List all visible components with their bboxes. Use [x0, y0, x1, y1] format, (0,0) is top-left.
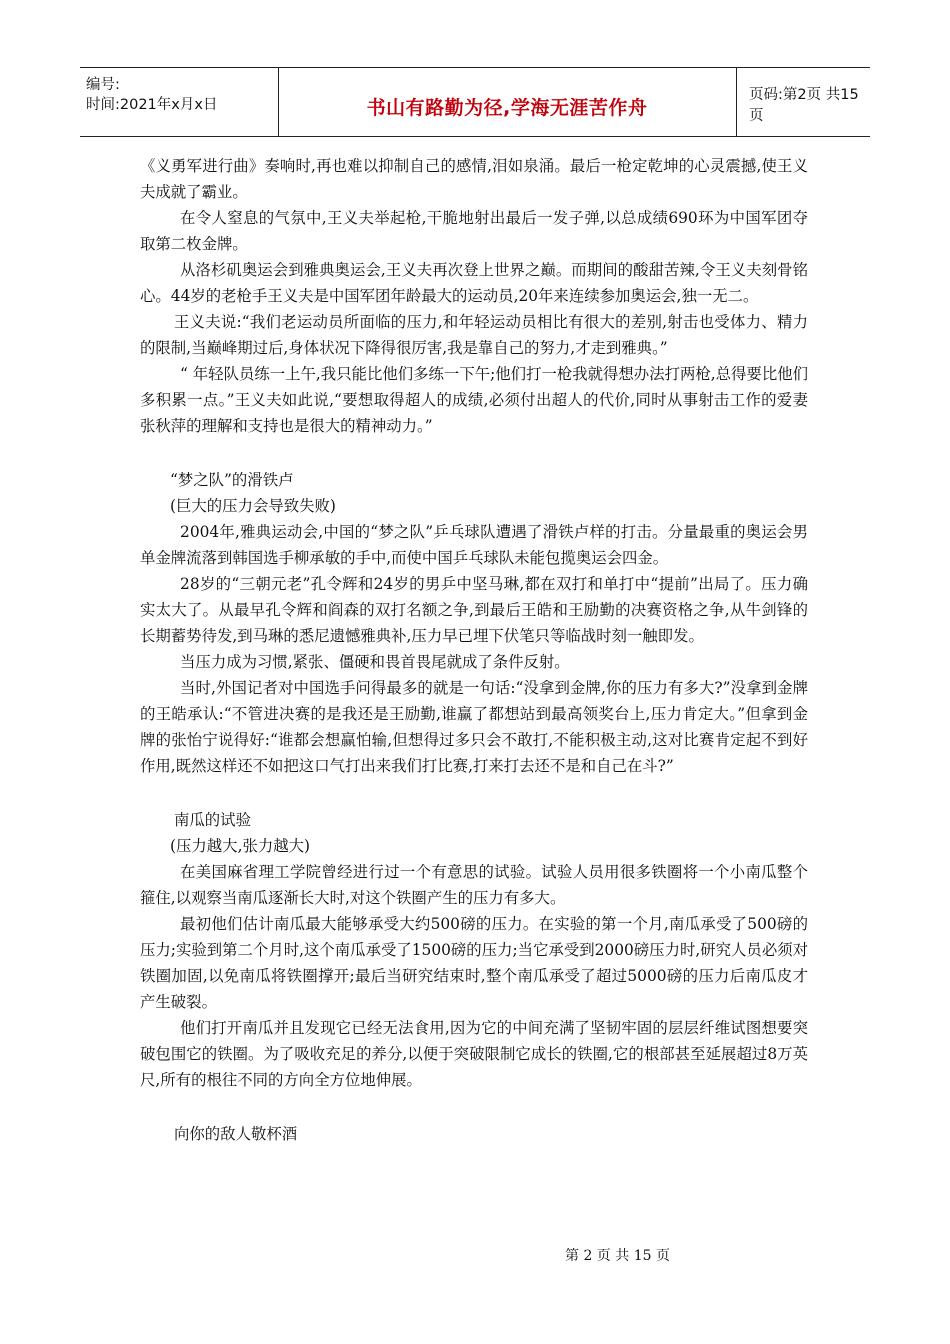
page-header — [80, 67, 870, 137]
section-gap — [140, 439, 808, 467]
section-subtitle: (压力越大,张力越大) — [170, 837, 311, 855]
document-date-label: 时间:2021年x月x日 — [86, 97, 218, 113]
header-info-cell — [80, 68, 279, 136]
header-page-code: 页码:第2页 共15页 — [749, 87, 859, 124]
header-motto-cell — [278, 68, 737, 136]
section-title: 南瓜的试验 — [174, 811, 251, 829]
section-title: “梦之队”的滑铁卢 — [170, 471, 294, 489]
body-paragraph: 在令人窒息的气氛中,王义夫举起枪,干脆地射出最后一发子弹,以总成绩690环为中国军团夺取第二枚金牌。 — [140, 209, 808, 253]
body-paragraph: 当时,外国记者对中国选手问得最多的就是一句话:“没拿到金牌,你的压力有多大?”没拿到金牌的王皓承认:“不管进决赛的是我还是王励勤,谁赢了都想站到最高领奖台上,压力肯定大。”但拿到金牌的张怡宁说得好:“谁都会想赢怕输,但想得过多只会不敢打,不能积极主动,这对比赛肯定起不到好作用,既然这样还不如把这口气打出来我们打比赛,打来打去还不是和自己在斗?” — [140, 679, 808, 775]
body-paragraph: “ 年轻队员练一上午,我只能比他们多练一下午;他们打一枪我就得想办法打两枪,总得要比他们多积累一点。”王义夫如此说,“要想取得超人的成绩,必须付出超人的代价,同时从事射击工作的爱妻张秋萍的理解和支持也是很大的精神动力。” — [140, 365, 808, 435]
document-number-label: 编号: — [86, 77, 120, 93]
document-body — [140, 153, 808, 1147]
body-paragraph: 28岁的“三朝元老”孔令辉和24岁的男乒中坚马琳,都在双打和单打中“提前”出局了。压力确实太大了。从最早孔令辉和阎森的双打名额之争,到最后王皓和王励勤的决赛资格之争,从牛剑锋的长期蓄势待发,到马琳的悉尼遗憾雅典补,压力早已埋下伏笔只等临战时刻一触即发。 — [140, 575, 808, 645]
body-paragraph: 在美国麻省理工学院曾经进行过一个有意思的试验。试验人员用很多铁圈将一个小南瓜整个箍住,以观察当南瓜逐渐长大时,对这个铁圈产生的压力有多大。 — [140, 863, 808, 907]
section-gap — [140, 1093, 808, 1121]
page-footer: 第 2 页 共 15 页 — [565, 1248, 670, 1264]
body-paragraph: 他们打开南瓜并且发现它已经无法食用,因为它的中间充满了坚韧牢固的层层纤维试图想要突破包围它的铁圈。为了吸收充足的养分,以便于突破限制它成长的铁圈,它的根部甚至延展超过8万英尺,所有的根往不同的方向全方位地伸展。 — [140, 1019, 808, 1089]
header-page-cell — [737, 68, 870, 136]
body-paragraph: 王义夫说:“我们老运动员所面临的压力,和年轻运动员相比有很大的差别,射击也受体力、精力的限制,当巅峰期过后,身体状况下降得很厉害,我是靠自己的努力,才走到雅典。” — [140, 313, 808, 357]
body-paragraph: 从洛杉矶奥运会到雅典奥运会,王义夫再次登上世界之巅。而期间的酸甜苦辣,令王义夫刻骨铭心。44岁的老枪手王义夫是中国军团年龄最大的运动员,20年来连续参加奥运会,独一无二。 — [140, 261, 808, 305]
section-subtitle: (巨大的压力会导致失败) — [170, 497, 336, 515]
section-gap — [140, 779, 808, 807]
body-paragraph: 当压力成为习惯,紧张、僵硬和畏首畏尾就成了条件反射。 — [180, 653, 570, 671]
section-title: 向你的敌人敬杯酒 — [174, 1125, 298, 1143]
header-motto: 书山有路勤为径,学海无涯苦作舟 — [366, 96, 648, 119]
body-paragraph: 《义勇军进行曲》奏响时,再也难以抑制自己的感情,泪如泉涌。最后一枪定乾坤的心灵震撼,使王义夫成就了霸业。 — [140, 157, 808, 201]
body-paragraph: 2004年,雅典运动会,中国的“梦之队”乒乓球队遭遇了滑铁卢样的打击。分量最重的奥运会男单金牌流落到韩国选手柳承敏的手中,而使中国乒乓球队未能包揽奥运会四金。 — [140, 523, 808, 567]
body-paragraph: 最初他们估计南瓜最大能够承受大约500磅的压力。在实验的第一个月,南瓜承受了500磅的压力;实验到第二个月时,这个南瓜承受了1500磅的压力;当它承受到2000磅压力时,研究人员必须对铁圈加固,以免南瓜将铁圈撑开;最后当研究结束时,整个南瓜承受了超过5000磅的压力后南瓜皮才产生破裂。 — [140, 915, 808, 1011]
